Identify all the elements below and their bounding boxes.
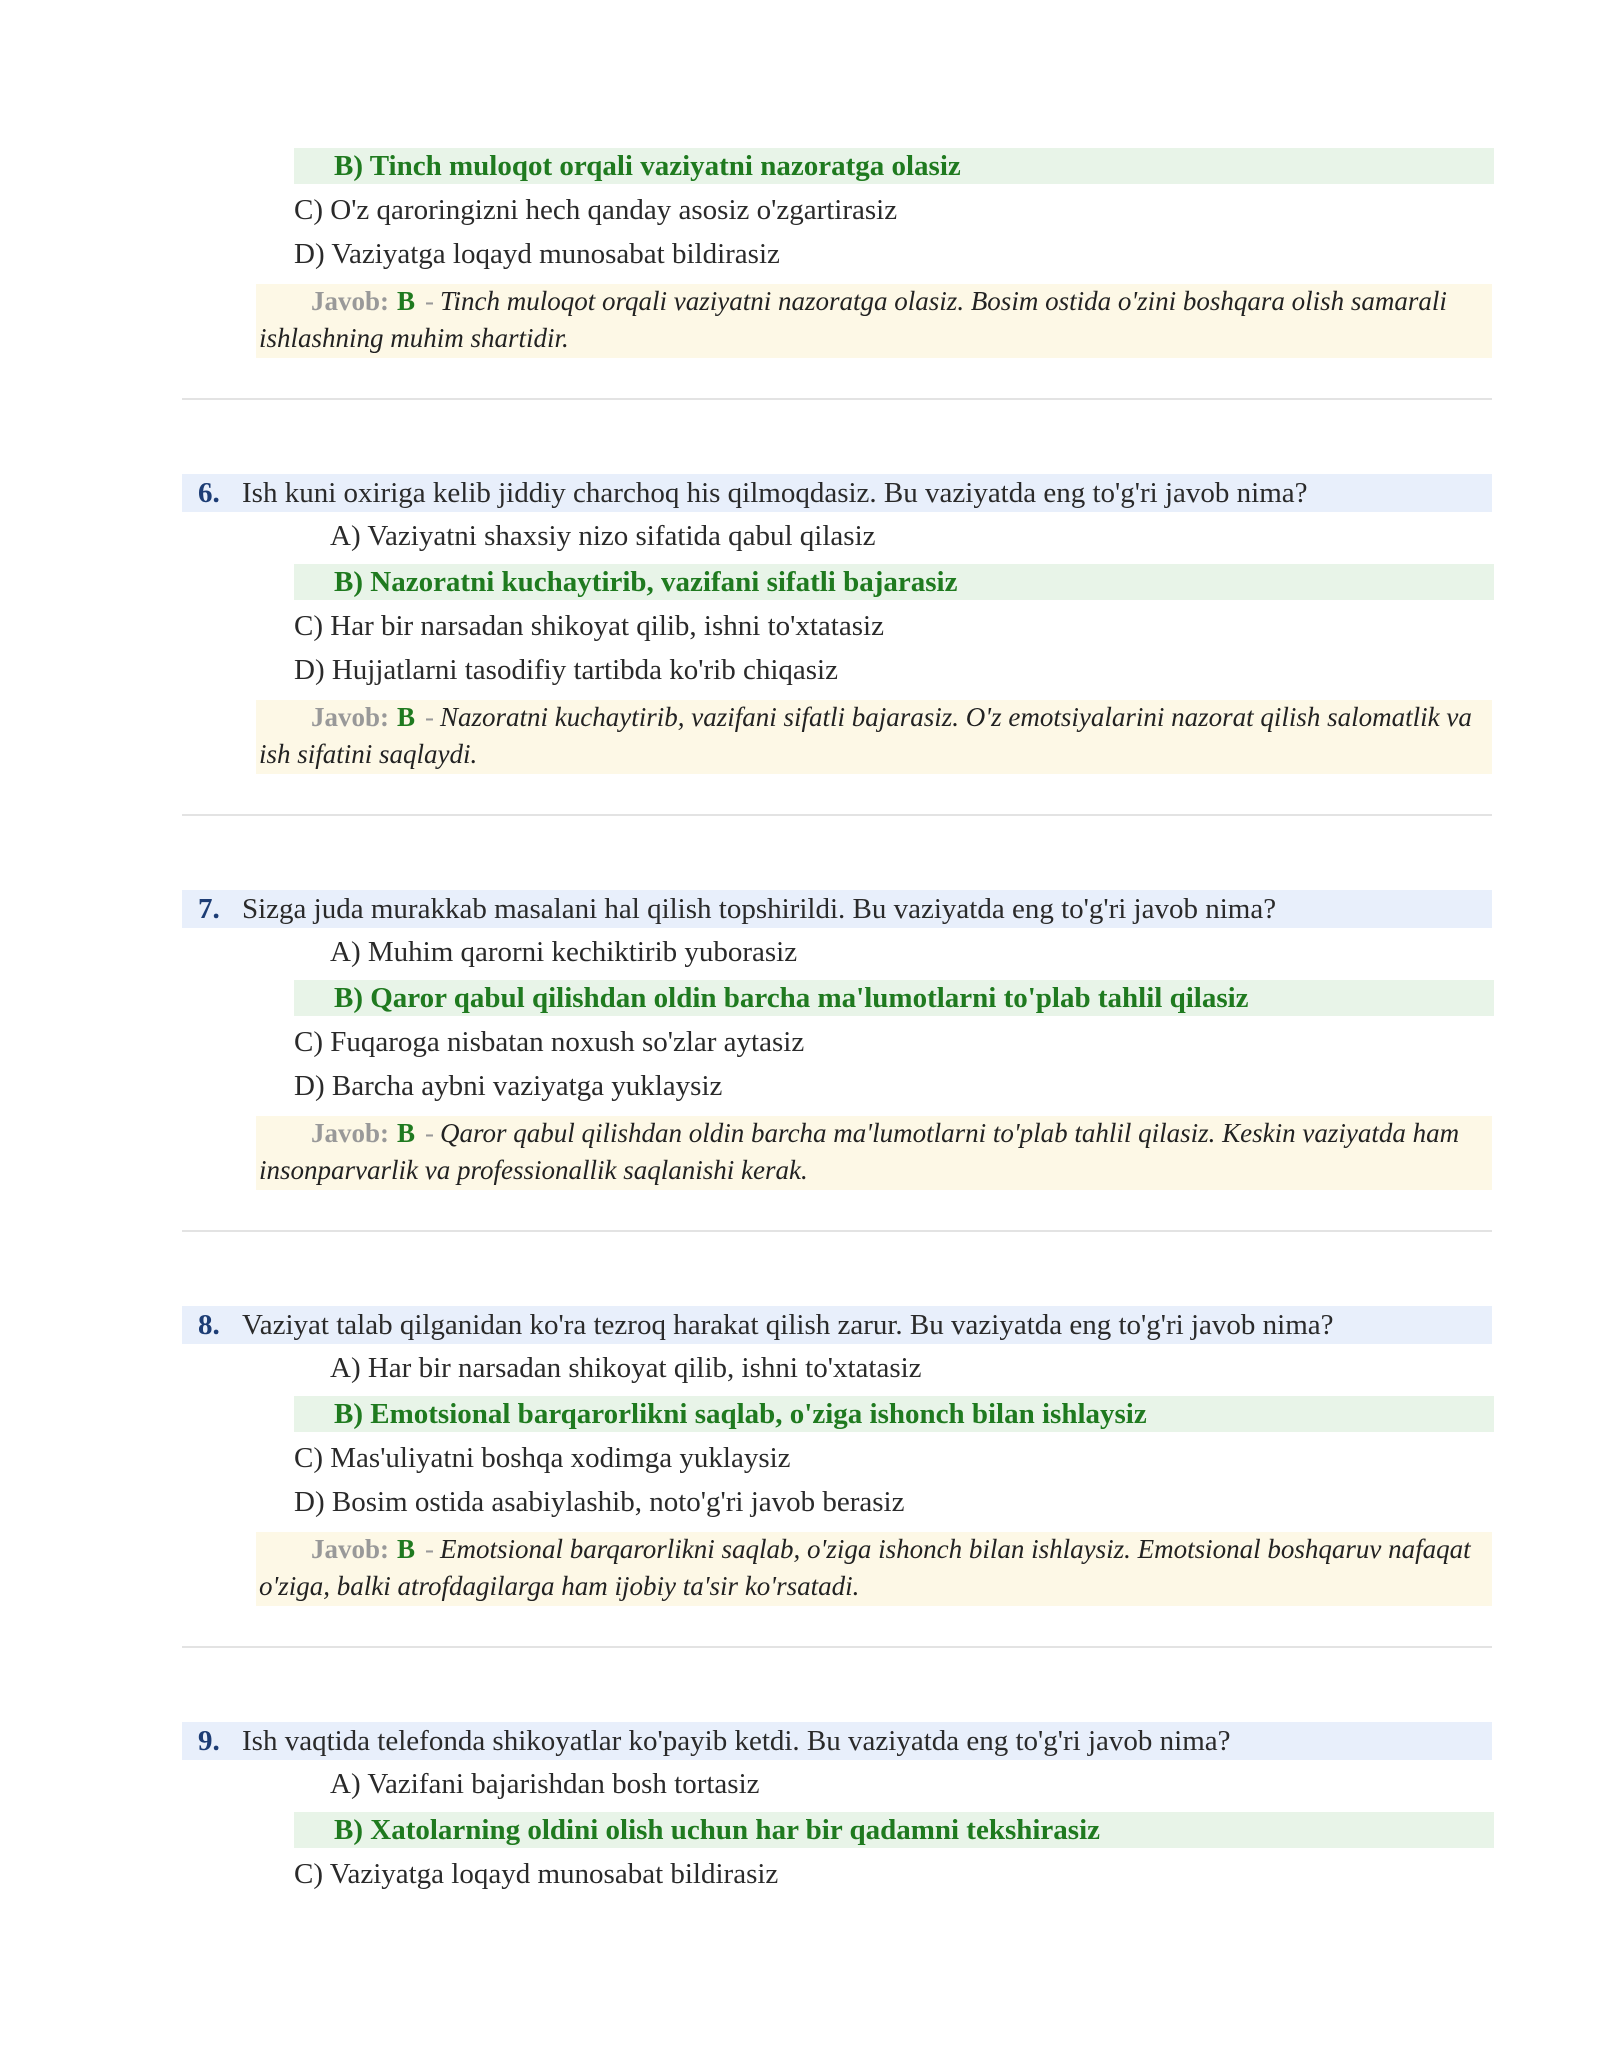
question-text: Ish vaqtida telefonda shikoyatlar ko'payib ketdi. Bu vaziyatda eng to'g'ri javob nima? xyxy=(242,1725,1231,1757)
answer-box: Javob: B - Qaror qabul qilishdan oldin barcha ma'lumotlarni to'plab tahlil qilasiz. Keskin vaziyatda ham insonparvarlik va professionallik saqlanishi kerak. xyxy=(256,1116,1492,1190)
option-a: A) Har bir narsadan shikoyat qilib, ishni to'xtatasiz xyxy=(330,1352,922,1384)
correct-option-text: B) Qaror qabul qilishdan oldin barcha ma'lumotlarni to'plab tahlil qilasiz xyxy=(334,982,1249,1014)
correct-option-text: B) Emotsional barqarorlikni saqlab, o'ziga ishonch bilan ishlaysiz xyxy=(334,1398,1147,1430)
answer-box-prev: Javob: B - Tinch muloqot orqali vaziyatni nazoratga olasiz. Bosim ostida o'zini boshqara olish samarali ishlashning muhim shartidir. xyxy=(256,284,1492,358)
correct-option-text: B) Tinch muloqot orqali vaziyatni nazoratga olasiz xyxy=(334,150,961,182)
question-6 xyxy=(182,474,1492,512)
question-number: 7. xyxy=(198,893,220,925)
answer-letter: B xyxy=(397,286,416,316)
option-d: D) Hujjatlarni tasodifiy tartibda ko'rib chiqasiz xyxy=(294,654,838,686)
question-7 xyxy=(182,890,1492,928)
correct-option xyxy=(294,1396,1494,1432)
option-d: D) Bosim ostida asabiylashib, noto'g'ri javob berasiz xyxy=(294,1486,905,1518)
answer-letter: B xyxy=(397,702,416,732)
option-d-prev: D) Vaziyatga loqayd munosabat bildirasiz xyxy=(294,238,780,270)
option-a: A) Vaziyatni shaxsiy nizo sifatida qabul qilasiz xyxy=(330,520,876,552)
question-8 xyxy=(182,1306,1492,1344)
answer-label: Javob: xyxy=(311,1118,390,1148)
answer-letter: B xyxy=(397,1118,416,1148)
question-number: 6. xyxy=(198,477,220,509)
correct-option-text: B) Xatolarning oldini olish uchun har bir qadamni tekshirasiz xyxy=(334,1814,1101,1846)
option-c: C) Vaziyatga loqayd munosabat bildirasiz xyxy=(294,1858,779,1890)
answer-label: Javob: xyxy=(311,702,390,732)
answer-box: Javob: B - Nazoratni kuchaytirib, vazifani sifatli bajarasiz. O'z emotsiyalarini nazorat qilish salomatlik va ish sifatini saqlaydi. xyxy=(256,700,1492,774)
option-a: A) Muhim qarorni kechiktirib yuborasiz xyxy=(330,936,798,968)
divider xyxy=(182,1230,1492,1232)
correct-option xyxy=(294,980,1494,1016)
answer-letter: B xyxy=(397,1534,416,1564)
answer-explanation: Nazoratni kuchaytirib, vazifani sifatli bajarasiz. O'z emotsiyalarini nazorat qilish salomatlik va ish sifatini saqlaydi. xyxy=(259,702,1472,769)
question-number: 9. xyxy=(198,1725,220,1757)
question-9 xyxy=(182,1722,1492,1760)
divider xyxy=(182,398,1492,400)
correct-option xyxy=(294,1812,1494,1848)
question-number: 8. xyxy=(198,1309,220,1341)
answer-explanation: Tinch muloqot orqali vaziyatni nazoratga olasiz. Bosim ostida o'zini boshqara olish samarali ishlashning muhim shartidir. xyxy=(259,286,1447,353)
option-c: C) Har bir narsadan shikoyat qilib, ishni to'xtatasiz xyxy=(294,610,884,642)
answer-label: Javob: xyxy=(311,286,390,316)
question-text: Sizga juda murakkab masalani hal qilish topshirildi. Bu vaziyatda eng to'g'ri javob nima? xyxy=(242,893,1277,925)
option-c-prev: C) O'z qaroringizni hech qanday asosiz o'zgartirasiz xyxy=(294,194,898,226)
answer-explanation: Qaror qabul qilishdan oldin barcha ma'lumotlarni to'plab tahlil qilasiz. Keskin vaziyatda ham insonparvarlik va professionallik saqlanishi kerak. xyxy=(259,1118,1460,1185)
option-c: C) Mas'uliyatni boshqa xodimga yuklaysiz xyxy=(294,1442,791,1474)
answer-label: Javob: xyxy=(311,1534,390,1564)
divider xyxy=(182,1646,1492,1648)
answer-explanation: Emotsional barqarorlikni saqlab, o'ziga ishonch bilan ishlaysiz. Emotsional boshqaruv nafaqat o'ziga, balki atrofdagilarga ham ijobiy ta'sir ko'rsatadi. xyxy=(259,1534,1471,1601)
correct-option-text: B) Nazoratni kuchaytirib, vazifani sifatli bajarasiz xyxy=(334,566,958,598)
question-text: Vaziyat talab qilganidan ko'ra tezroq harakat qilish zarur. Bu vaziyatda eng to'g'ri javob nima? xyxy=(242,1309,1334,1341)
divider xyxy=(182,814,1492,816)
question-text: Ish kuni oxiriga kelib jiddiy charchoq his qilmoqdasiz. Bu vaziyatda eng to'g'ri javob nima? xyxy=(242,477,1308,509)
correct-option xyxy=(294,564,1494,600)
option-c: C) Fuqaroga nisbatan noxush so'zlar aytasiz xyxy=(294,1026,805,1058)
option-a: A) Vazifani bajarishdan bosh tortasiz xyxy=(330,1768,760,1800)
answer-box: Javob: B - Emotsional barqarorlikni saqlab, o'ziga ishonch bilan ishlaysiz. Emotsional boshqaruv nafaqat o'ziga, balki atrofdagilarga ham ijobiy ta'sir ko'rsatadi. xyxy=(256,1532,1492,1606)
option-d: D) Barcha aybni vaziyatga yuklaysiz xyxy=(294,1070,723,1102)
correct-option-prev xyxy=(294,148,1494,184)
